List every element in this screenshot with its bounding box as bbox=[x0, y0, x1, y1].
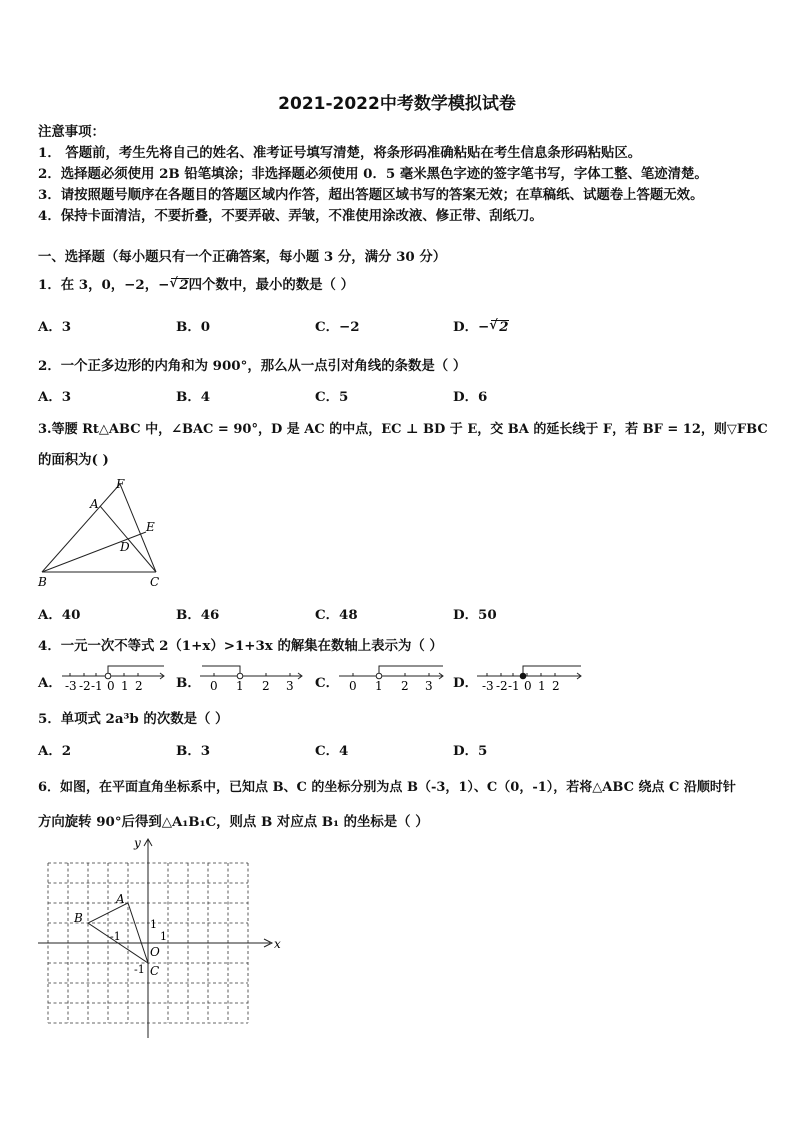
q4-option-b: B． bbox=[176, 675, 201, 691]
label-y: y bbox=[134, 836, 141, 850]
sqrt-symbol: √ 2 bbox=[171, 278, 188, 292]
question-6-stem-line1: 6．如图，在平面直角坐标系中，已知点 B、C 的坐标分别为点 B（-3，1）、C（0，-1），若将△ABC 绕点 C 沿顺时针 bbox=[38, 780, 736, 795]
line-bf bbox=[42, 484, 120, 572]
label-a: A bbox=[90, 497, 99, 511]
number-line-c bbox=[335, 662, 447, 694]
q1-option-c: C．−2 bbox=[315, 319, 360, 335]
note-item-4: 4．保持卡面清洁，不要折叠，不要弄破、弄皱，不准使用涂改液、修正带、刮纸刀。 bbox=[38, 208, 543, 224]
open-dot bbox=[105, 673, 111, 679]
label-one-y: 1 bbox=[150, 918, 157, 931]
question-3-stem-line1: 3.等腰 Rt△ABC 中，∠BAC = 90°，D 是 AC 的中点，EC ⊥ BD 于 E，交 BA 的延长线于 F，若 BF = 12，则▽FBC bbox=[38, 422, 768, 437]
q1-stem-b: 四个数中，最小的数是（ ） bbox=[188, 277, 355, 293]
note-item-2: 2．选择题必须使用 2B 铅笔填涂；非选择题必须使用 0．5 毫米黑色字迹的签字笔书写，字体工整、笔迹清楚。 bbox=[38, 166, 708, 182]
q1-option-a: A．3 bbox=[38, 319, 72, 335]
number-line-d bbox=[473, 662, 585, 694]
section-heading: 一、选择题（每小题只有一个正确答案，每小题 3 分，满分 30 分） bbox=[38, 249, 447, 265]
label-b: B bbox=[74, 911, 83, 925]
svg-text:0123: 0 1 2 3 bbox=[349, 679, 433, 693]
q2-option-b: B．4 bbox=[176, 389, 211, 405]
closed-dot bbox=[520, 673, 526, 679]
line-be bbox=[42, 532, 146, 572]
label-one-x: 1 bbox=[160, 930, 167, 943]
open-dot bbox=[237, 673, 243, 679]
notes-heading: 注意事项： bbox=[38, 124, 105, 140]
page-title: 2021-2022中考数学模拟试卷 bbox=[278, 94, 516, 114]
q2-option-a: A．3 bbox=[38, 389, 72, 405]
note-item-3: 3．请按照题号顺序在各题目的答题区域内作答，超出答题区域书写的答案无效；在草稿纸、试题卷上答题无效。 bbox=[38, 187, 704, 203]
q4-option-c: C． bbox=[315, 675, 340, 691]
label-c: C bbox=[150, 575, 160, 589]
label-d: D bbox=[120, 540, 130, 554]
sqrt-symbol: √ 2 bbox=[491, 320, 508, 334]
question-4-stem: 4．一元一次不等式 2（1+x）>1+3x 的解集在数轴上表示为（ ） bbox=[38, 638, 443, 654]
svg-text:0123: 0 1 2 3 bbox=[210, 679, 294, 693]
q2-option-c: C．5 bbox=[315, 389, 349, 405]
q2-option-d: D．6 bbox=[453, 389, 488, 405]
label-a: A bbox=[116, 892, 125, 906]
label-neg-one-x: -1 bbox=[110, 930, 121, 943]
number-line-a bbox=[58, 662, 168, 694]
q5-option-b: B．3 bbox=[176, 743, 211, 759]
svg-text:-3-2-1012: -3 -2-1 0 1 2 bbox=[65, 679, 143, 693]
label-o: O bbox=[150, 945, 160, 959]
label-neg-one-y: -1 bbox=[134, 963, 145, 976]
q1-stem-a: 1．在 3，0，−2，− bbox=[38, 277, 170, 293]
q5-option-a: A．2 bbox=[38, 743, 72, 759]
triangle-figure bbox=[36, 474, 176, 592]
label-e: E bbox=[146, 520, 155, 534]
q1-option-d: D．−√ 2 bbox=[453, 316, 509, 335]
question-3-stem-line2: 的面积为( ) bbox=[38, 452, 109, 468]
label-x: x bbox=[274, 937, 281, 951]
q5-option-c: C．4 bbox=[315, 743, 349, 759]
label-b: B bbox=[38, 575, 47, 589]
svg-text:-3-2-1012: -3 -2-1 0 1 2 bbox=[482, 679, 560, 693]
number-line-b bbox=[196, 662, 306, 694]
q3-option-c: C．48 bbox=[315, 607, 358, 623]
question-6-stem-line2: 方向旋转 90°后得到△A₁B₁C，则点 B 对应点 B₁ 的坐标是（ ） bbox=[38, 814, 429, 830]
q4-option-d: D． bbox=[453, 675, 479, 691]
question-1-stem bbox=[38, 274, 354, 293]
open-dot bbox=[376, 673, 382, 679]
q1-option-b: B．0 bbox=[176, 319, 211, 335]
q5-option-d: D．5 bbox=[453, 743, 488, 759]
q4-option-a: A． bbox=[38, 675, 62, 691]
coordinate-grid-figure bbox=[36, 836, 286, 1041]
question-2-stem: 2．一个正多边形的内角和为 900°，那么从一点引对角线的条数是（ ） bbox=[38, 358, 467, 374]
note-item-1: 1． 答题前，考生先将自己的姓名、准考证号填写清楚，将条形码准确粘贴在考生信息条形码粘贴区。 bbox=[38, 145, 642, 161]
q3-option-a: A．40 bbox=[38, 607, 81, 623]
label-f: F bbox=[116, 477, 125, 491]
label-c: C bbox=[150, 964, 160, 978]
q3-option-d: D．50 bbox=[453, 607, 497, 623]
question-5-stem: 5．单项式 2a³b 的次数是（ ） bbox=[38, 711, 229, 727]
q3-option-b: B．46 bbox=[176, 607, 220, 623]
